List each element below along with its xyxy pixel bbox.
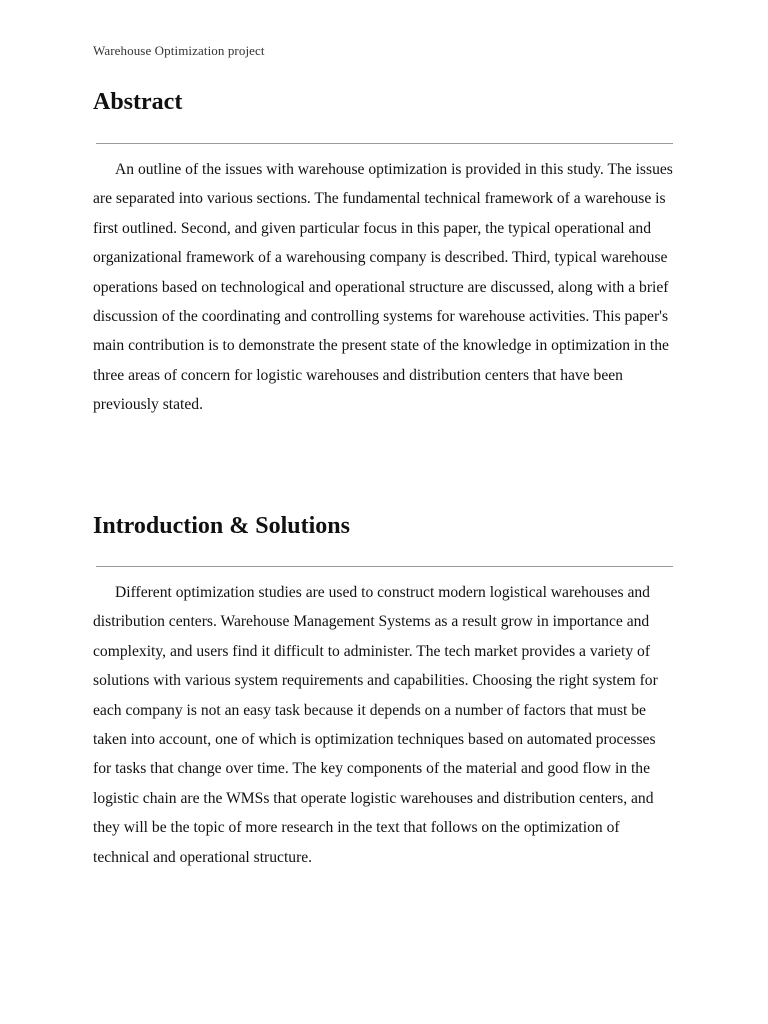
introduction-section [93, 512, 673, 866]
section-title-introduction: Introduction & Solutions [93, 513, 350, 539]
section-divider [96, 143, 673, 144]
abstract-section [93, 88, 673, 414]
introduction-paragraph: Different optimization studies are used to construct modern logistical warehouses and distribution centers. Warehouse Management Systems as a result grow in importance and complexity, and users find it difficult to administer. The tech market provides a variety of solutions with various system requirements and capabilities. Choosing the right system for each company is not an easy task because it depends on a number of factors that must be taken into account, one of which is optimization techniques based on automated processes for tasks that change over time. The key components of the material and good flow in the logistic chain are the WMSs that operate logistic warehouses and distribution centers, and they will be the topic of more research in the text that follows on the optimization of technical and operational structure. [93, 584, 658, 866]
section-divider [96, 566, 673, 567]
running-header: Warehouse Optimization project [93, 43, 265, 58]
abstract-paragraph: An outline of the issues with warehouse optimization is provided in this study. The issues are separated into various sections. The fundamental technical framework of a warehouse is first outlined. Second, and given particular focus in this paper, the typical operational and organizational framework of a warehousing company is described. Third, typical warehouse operations based on technological and operational structure are discussed, along with a brief discussion of the coordinating and controlling systems for warehouse activities. This paper's main contribution is to demonstrate the present state of the knowledge in optimization in the three areas of concern for logistic warehouses and distribution centers that have been previously stated. [93, 161, 673, 414]
section-title-abstract: Abstract [93, 89, 183, 115]
